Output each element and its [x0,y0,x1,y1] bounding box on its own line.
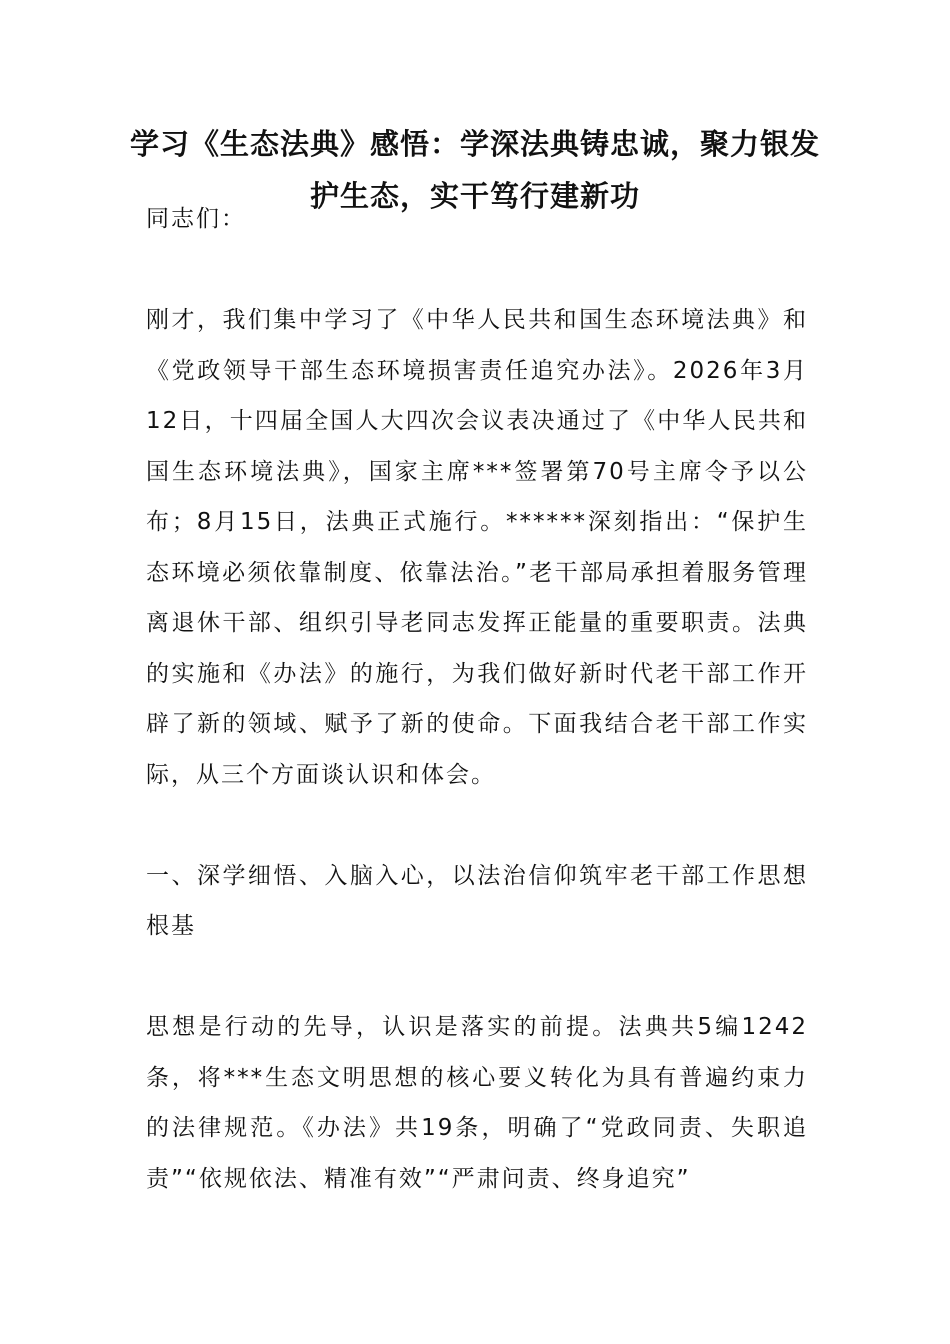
intro-paragraph: 刚才，我们集中学习了《中华人民共和国生态环境法典》和《党政领导干部生态环境损害责任追究办法》。2026年3月12日，十四届全国人大四次会议表决通过了《中华人民共和国生态环境法典》，国家主席***签署第70号主席令予以公布；8月15日，法典正式施行。******深刻指出：“保护生态环境必须依靠制度、依靠法治。”老干部局承担着服务管理离退休干部、组织引导老同志发挥正能量的重要职责。法典的实施和《办法》的施行，为我们做好新时代老干部工作开辟了新的领域、赋予了新的使命。下面我结合老干部工作实际，从三个方面谈认识和体会。 [146,307,808,788]
paragraph-spacer [146,245,808,296]
salutation: 同志们： [146,206,246,232]
section-1-paragraph: 思想是行动的先导，认识是落实的前提。法典共5编1242条，将***生态文明思想的核心要义转化为具有普遍约束力的法律规范。《办法》共19条，明确了“党政同责、失职追责”“依规依法、精准有效”“严肃问责、终身追究” [146,1014,808,1192]
document-body [146,194,808,1204]
paragraph-spacer [146,800,808,851]
section-heading-1: 一、深学细悟、入脑入心，以法治信仰筑牢老干部工作思想根基 [146,862,808,939]
document-title: 学习《生态法典》感悟：学深法典铸忠诚，聚力银发护生态，实干笃行建新功 [130,127,821,213]
paragraph-spacer [146,952,808,1003]
